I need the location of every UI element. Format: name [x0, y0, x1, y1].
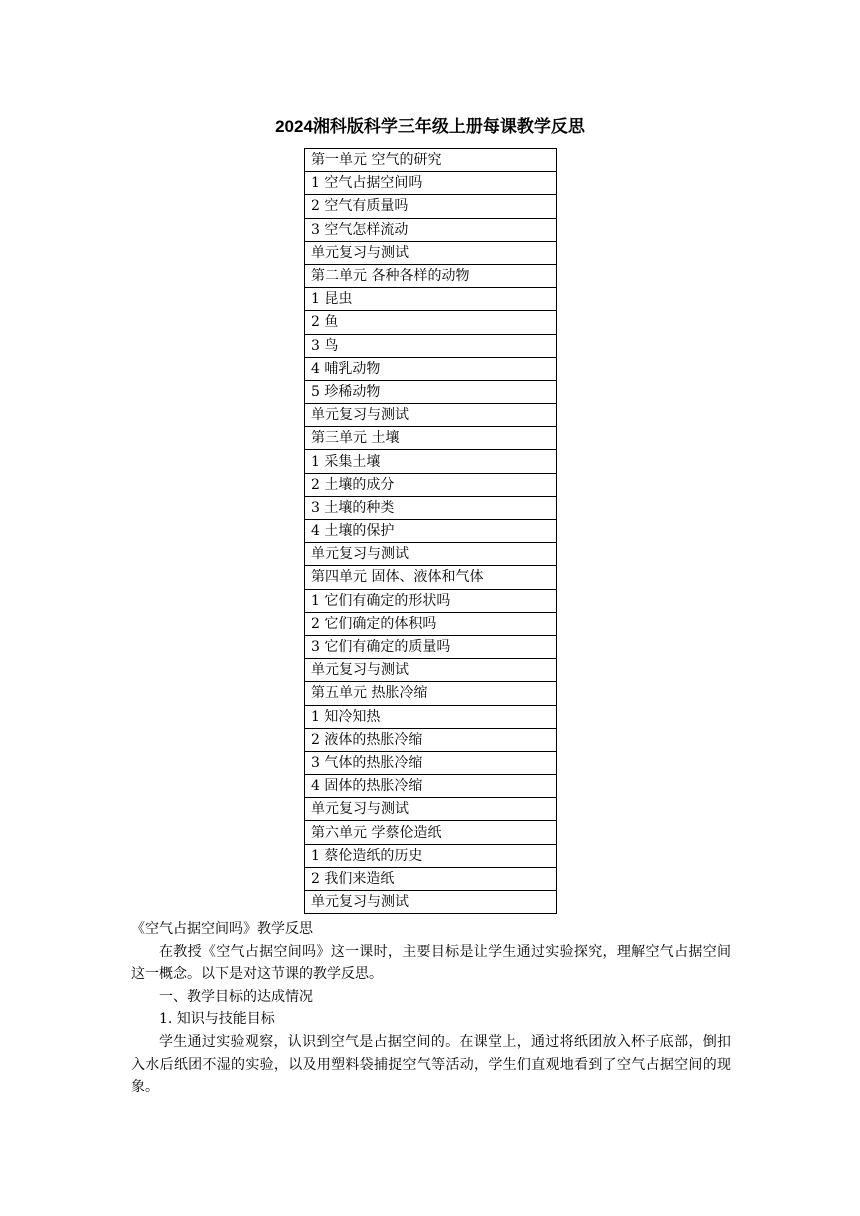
toc-row — [305, 844, 557, 867]
toc-entry: 3 鸟 — [305, 334, 557, 357]
toc-row — [305, 380, 557, 403]
toc-row — [305, 404, 557, 427]
toc-entry: 2 它们确定的体积吗 — [305, 612, 557, 635]
toc-row — [305, 241, 557, 264]
toc-entry: 1 它们有确定的形状吗 — [305, 589, 557, 612]
toc-entry: 3 土壤的种类 — [305, 496, 557, 519]
toc-row — [305, 496, 557, 519]
toc-entry: 2 土壤的成分 — [305, 473, 557, 496]
toc-entry: 3 气体的热胀冷缩 — [305, 751, 557, 774]
toc-row — [305, 821, 557, 844]
toc-entry: 单元复习与测试 — [305, 404, 557, 427]
reflection-heading: 《空气占据空间吗》教学反思 — [131, 921, 313, 937]
toc-entry: 4 土壤的保护 — [305, 520, 557, 543]
toc-entry: 单元复习与测试 — [305, 798, 557, 821]
toc-row — [305, 473, 557, 496]
toc-entry: 5 珍稀动物 — [305, 380, 557, 403]
toc-row — [305, 566, 557, 589]
toc-row — [305, 195, 557, 218]
toc-row — [305, 705, 557, 728]
reflection-intro: 在教授《空气占据空间吗》这一课时，主要目标是让学生通过实验探究，理解空气占据空间这一概念。以下是对这节课的教学反思。 — [131, 943, 731, 983]
toc-row — [305, 543, 557, 566]
toc-entry: 第三单元 土壤 — [305, 427, 557, 450]
toc-row — [305, 867, 557, 890]
toc-entry: 2 液体的热胀冷缩 — [305, 728, 557, 751]
toc-entry: 1 空气占据空间吗 — [305, 172, 557, 195]
toc-entry: 2 鱼 — [305, 311, 557, 334]
toc-row — [305, 612, 557, 635]
toc-row — [305, 659, 557, 682]
toc-entry: 3 空气怎样流动 — [305, 218, 557, 241]
toc-row — [305, 682, 557, 705]
toc-row — [305, 427, 557, 450]
toc-row — [305, 635, 557, 658]
document-title: 2024湘科版科学三年级上册每课教学反思 — [275, 117, 585, 136]
toc-entry: 第四单元 固体、液体和气体 — [305, 566, 557, 589]
toc-entry: 单元复习与测试 — [305, 659, 557, 682]
toc-row — [305, 450, 557, 473]
toc-entry: 4 哺乳动物 — [305, 357, 557, 380]
toc-entry: 2 空气有质量吗 — [305, 195, 557, 218]
toc-row — [305, 775, 557, 798]
toc-entry: 3 它们有确定的质量吗 — [305, 635, 557, 658]
toc-row — [305, 172, 557, 195]
toc-row — [305, 218, 557, 241]
subsection-heading: 1. 知识与技能目标 — [159, 1011, 275, 1028]
toc-entry: 单元复习与测试 — [305, 241, 557, 264]
toc-entry: 第六单元 学蔡伦造纸 — [305, 821, 557, 844]
toc-entry: 1 昆虫 — [305, 288, 557, 311]
toc-entry: 4 固体的热胀冷缩 — [305, 775, 557, 798]
toc-entry: 2 我们来造纸 — [305, 867, 557, 890]
toc-row — [305, 728, 557, 751]
toc-entry: 1 知冷知热 — [305, 705, 557, 728]
toc-row — [305, 334, 557, 357]
toc-entry: 1 蔡伦造纸的历史 — [305, 844, 557, 867]
table-of-contents — [304, 148, 557, 914]
toc-entry: 第五单元 热胀冷缩 — [305, 682, 557, 705]
toc-row — [305, 311, 557, 334]
toc-entry: 第二单元 各种各样的动物 — [305, 264, 557, 287]
toc-row — [305, 288, 557, 311]
reflection-paragraph: 学生通过实验观察，认识到空气是占据空间的。在课堂上，通过将纸团放入杯子底部，倒扣入水后纸团不湿的实验，以及用塑料袋捕捉空气等活动，学生们直观地看到了空气占据空间的现象。 — [131, 1033, 731, 1096]
toc-entry: 单元复习与测试 — [305, 543, 557, 566]
toc-row — [305, 798, 557, 821]
toc-row — [305, 520, 557, 543]
toc-row — [305, 357, 557, 380]
toc-entry: 1 采集土壤 — [305, 450, 557, 473]
toc-row — [305, 751, 557, 774]
toc-row — [305, 891, 557, 914]
section-heading: 一、教学目标的达成情况 — [159, 988, 313, 1005]
toc-entry: 第一单元 空气的研究 — [305, 149, 557, 172]
toc-row — [305, 149, 557, 172]
toc-entry: 单元复习与测试 — [305, 891, 557, 914]
reflection-body — [131, 918, 731, 1099]
toc-row — [305, 589, 557, 612]
toc-body — [305, 149, 557, 914]
toc-row — [305, 264, 557, 287]
